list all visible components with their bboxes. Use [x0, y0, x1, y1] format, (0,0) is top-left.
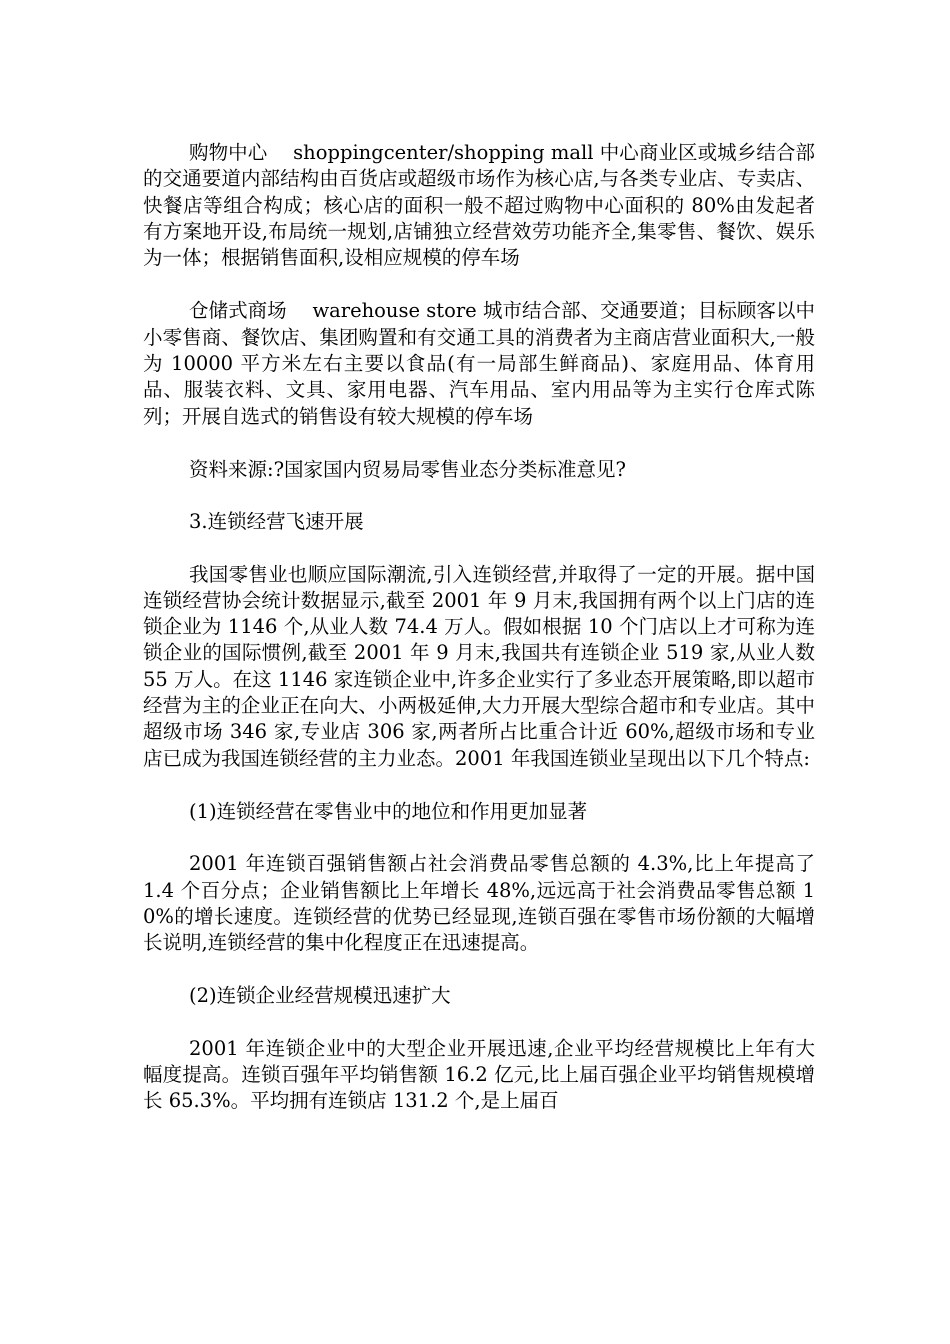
paragraph-chain-scale: 2001 年连锁企业中的大型企业开展迅速,企业平均经营规模比上年有大幅度提高。连锁百强年平均销售额 16.2 亿元,比上届百强企业平均销售规模增长 65.3%。平均拥有连锁店 131.2 个,是上届百	[143, 1036, 815, 1113]
paragraph-warehouse-store: 仓储式商场 warehouse store 城市结合部、交通要道；目标顾客以中小零售商、餐饮店、集团购置和有交通工具的消费者为主商店营业面积大,一般为 10000 平方米左右主要以食品(有一局部生鲜商品)、家庭用品、体育用品、服装衣料、文具、家用电器、汽车用品、室内用品等为主实行仓库式陈列；开展自选式的销售设有较大规模的停车场	[143, 299, 815, 428]
subheading-1: (1)连锁经营在零售业中的地位和作用更加显著	[189, 799, 588, 823]
paragraph-chain-share: 2001 年连锁百强销售额占社会消费品零售总额的 4.3%,比上年提高了 1.4 个百分点；企业销售额比上年增长 48%,远远高于社会消费品零售总额 10%的增长速度。连锁经营的优势已经显现,连锁百强在零售市场份额的大幅增长说明,连锁经营的集中化程度正在迅速提高。	[143, 852, 815, 955]
paragraph-shopping-center: 购物中心 shoppingcenter/shopping mall 中心商业区或城乡结合部的交通要道内部结构由百货店或超级市场作为核心店,与各类专业店、专卖店、快餐店等组合构成；核心店的面积一般不超过购物中心面积的 80%由发起者有方案地开设,布局统一规划,店铺独立经营效劳功能齐全,集零售、餐饮、娱乐为一体；根据销售面积,设相应规模的停车场	[143, 141, 815, 270]
paragraph-chain-development: 我国零售业也顺应国际潮流,引入连锁经营,并取得了一定的开展。据中国连锁经营协会统计数据显示,截至 2001 年 9 月末,我国拥有两个以上门店的连锁企业为 1146 个,从业人数 74.4 万人。假如根据 10 个门店以上才可称为连锁企业的国际惯例,截至 2001 年 9 月末,我国共有连锁企业 519 家,从业人数 55 万人。在这 1146 家连锁企业中,许多企业实行了多业态开展策略,即以超市经营为主的企业正在向大、小两极延伸,大力开展大型综合超市和专业店。其中超级市场 346 家,专业店 306 家,两者所占比重合计近 60%,超级市场和专业店已成为我国连锁经营的主力业态。2001 年我国连锁业呈现出以下几个特点:	[143, 562, 815, 770]
section-heading: 3.连锁经营飞速开展	[189, 510, 364, 534]
source-note: 资料来源:?国家国内贸易局零售业态分类标准意见?	[189, 457, 626, 481]
subheading-2: (2)连锁企业经营规模迅速扩大	[189, 984, 451, 1008]
document-body	[143, 140, 815, 1142]
